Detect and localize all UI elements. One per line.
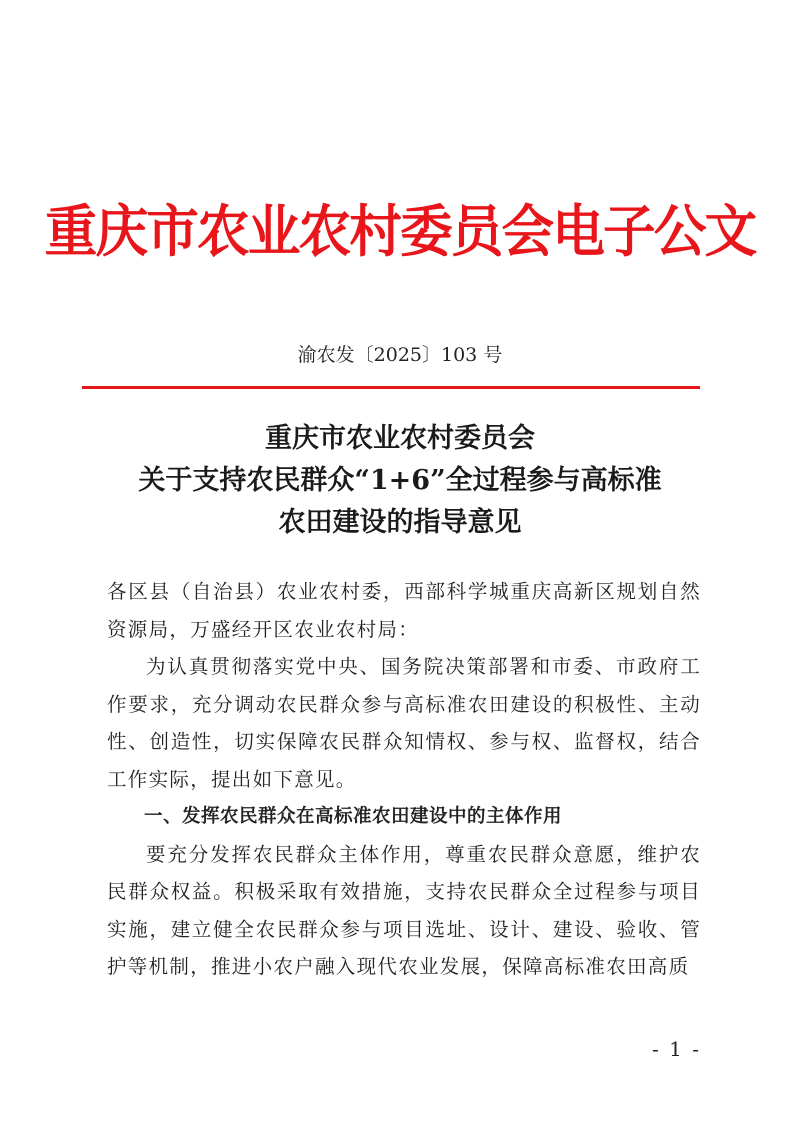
page-number: - 1 - [652,1037,701,1061]
addressee-paragraph: 各区县（自治县）农业农村委，西部科学城重庆高新区规划自然资源局，万盛经开区农业农村局： [107,580,701,641]
title-line-2: 关于支持农民群众“1+6”全过程参与高标准 [138,465,662,496]
intro-paragraph: 为认真贯彻落实党中央、国务院决策部署和市委、市政府工作要求，充分调动农民群众参与高标准农田建设的积极性、主动性、创造性，切实保障农民群众知情权、参与权、监督权，结合工作实际，提出如下意见。 [107,655,701,791]
section-heading: 一、发挥农民群众在高标准农田建设中的主体作用 [144,806,563,827]
title-line-1: 重庆市农业农村委员会 [265,423,535,454]
document-body [107,573,701,986]
red-divider-line [82,386,700,389]
title-line-3: 农田建设的指导意见 [278,507,522,538]
masthead-title: 重庆市农业农村委员会电子公文 [44,200,756,265]
document-title [0,418,800,544]
section-paragraph: 要充分发挥农民群众主体作用，尊重农民群众意愿，维护农民群众权益。积极采取有效措施，支持农民群众全过程参与项目实施，建立健全农民群众参与项目选址、设计、建设、验收、管护等机制，推进小农户融入现代农业发展，保障高标准农田高质 [107,842,701,978]
document-number: 渝农发〔2025〕103 号 [297,344,503,366]
